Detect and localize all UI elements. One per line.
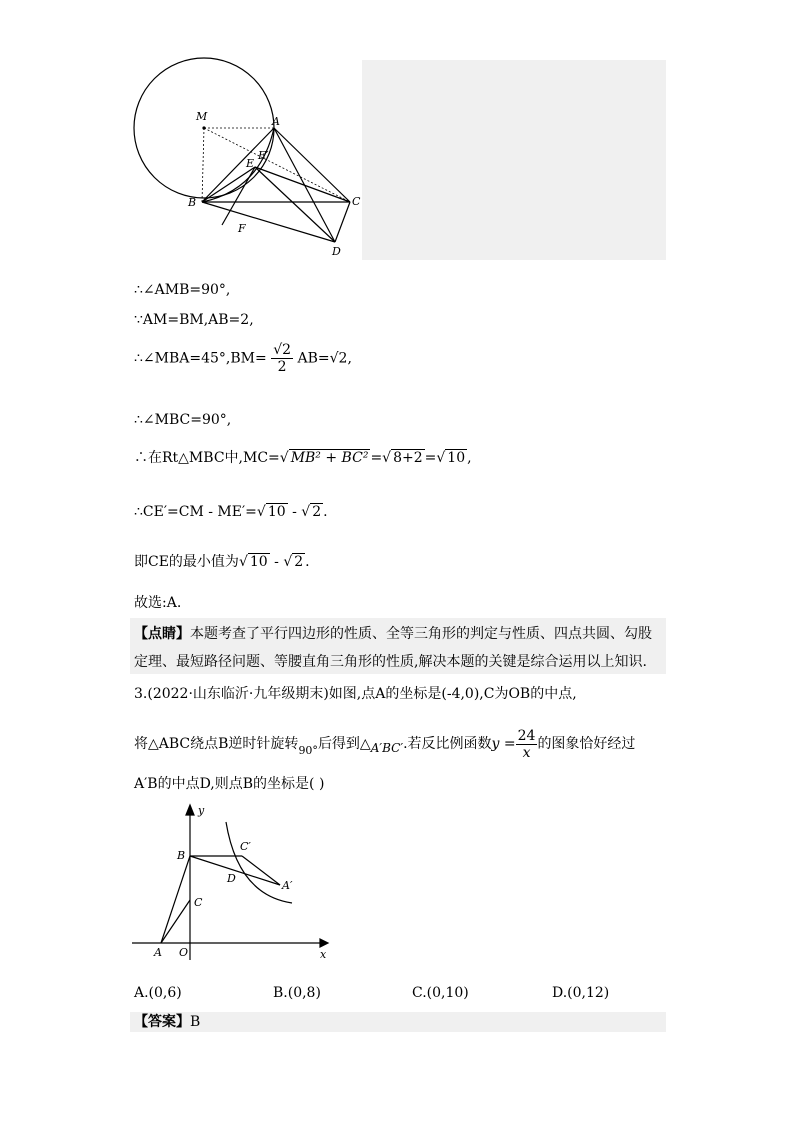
point-m: [202, 126, 205, 129]
label-d: D: [332, 245, 341, 258]
label-c-prime: C′: [240, 840, 251, 853]
solution-line-6: ∴CE′=CM - ME′=√ 10 - √ 2 .: [134, 504, 328, 520]
label-b: B: [177, 849, 186, 862]
comment-line-2: 定理、最短路径问题、等腰直角三角形的性质,解决本题的关键是综合运用以上知识.: [134, 654, 647, 670]
label-x: x: [320, 948, 327, 961]
label-c: C: [194, 896, 203, 909]
label-a: A: [154, 946, 162, 959]
y-axis-arrow: [186, 805, 194, 815]
solution-line-3: ∴∠MBA=45°,BM= $\frac{√2}{2}$ AB=√2,: [134, 342, 352, 375]
sqrt-expression-2: √ 8+2: [382, 450, 423, 466]
label-m: M: [196, 110, 208, 123]
x-axis-arrow: [320, 939, 328, 947]
answer-line: 【答案】B: [134, 1014, 201, 1030]
option-d[interactable]: D.(0,12): [552, 985, 610, 1001]
label-e-prime: E′: [258, 149, 269, 162]
segment-be: [202, 167, 255, 202]
sqrt-10-min: √ 10: [238, 554, 268, 570]
choice-line: 故选:A.: [134, 595, 182, 611]
solution-line-5: ∴在Rt△MBC中,MC=√ MB² + BC² =√ 8+2 =√ 10 ,: [134, 450, 472, 466]
label-a: A: [272, 115, 280, 128]
question-line-3: A′B的中点D,则点B的坐标是( ): [134, 776, 325, 792]
label-y: y: [198, 804, 205, 817]
question-line-1: 3.(2022·山东临沂·九年级期末)如图,点A的坐标是(-4,0),C为OB的中点,: [134, 686, 577, 702]
segment-ec: [255, 167, 350, 202]
label-f: F: [238, 222, 246, 235]
answer-background: [130, 1012, 666, 1032]
sqrt-2-min: √ 2: [283, 554, 304, 570]
comment-line-1: 【点睛】本题考查了平行四边形的性质、全等三角形的判定与性质、四点共圆、勾股: [134, 626, 652, 642]
dashed-mb: [202, 128, 204, 202]
geometry-figure-1: [130, 55, 370, 260]
figure-background: [362, 60, 666, 260]
sqrt-expression-3: √ 10: [436, 450, 466, 466]
question-line-2: 将△ABC绕点B逆时针旋转$_{90^\circ}$后得到△A′BC′.若反比例函数y = $\frac{24}{x}$ 的图象恰好经过: [134, 727, 636, 761]
segment-ab: [161, 856, 190, 943]
sqrt-2: √ 2: [301, 504, 322, 520]
segment-c-prime-a-prime: [242, 856, 280, 885]
label-d: D: [227, 872, 236, 885]
segment-ac: [161, 900, 190, 943]
label-o: O: [179, 946, 189, 959]
sqrt-expression-1: √ MB² + BC²: [279, 450, 369, 466]
segment-bd: [202, 202, 335, 242]
segment-ac: [274, 128, 350, 202]
option-a[interactable]: A.(0,6): [134, 985, 182, 1001]
fraction-24-over-x: $\frac{24}{x}$: [517, 727, 536, 761]
coordinate-figure-2: [130, 800, 340, 965]
solution-line-4: ∴∠MBC=90°,: [134, 412, 232, 428]
label-c: C: [352, 195, 361, 208]
segment-cd: [335, 202, 350, 242]
label-b: B: [188, 196, 197, 209]
solution-line-2: ∵AM=BM,AB=2,: [134, 312, 254, 328]
dashed-mc: [204, 128, 350, 202]
segment-ed: [255, 167, 335, 242]
fraction-sqrt2-over-2: $\frac{√2}{2}$: [273, 342, 292, 375]
label-a-prime: A′: [282, 879, 293, 892]
sqrt-10: √ 10: [256, 504, 286, 520]
option-b[interactable]: B.(0,8): [273, 985, 321, 1001]
label-e: E: [246, 157, 255, 170]
solution-line-7: 即CE的最小值为√ 10 - √ 2 .: [134, 554, 310, 570]
solution-line-1: ∴∠AMB=90°,: [134, 282, 231, 298]
option-c[interactable]: C.(0,10): [412, 985, 469, 1001]
